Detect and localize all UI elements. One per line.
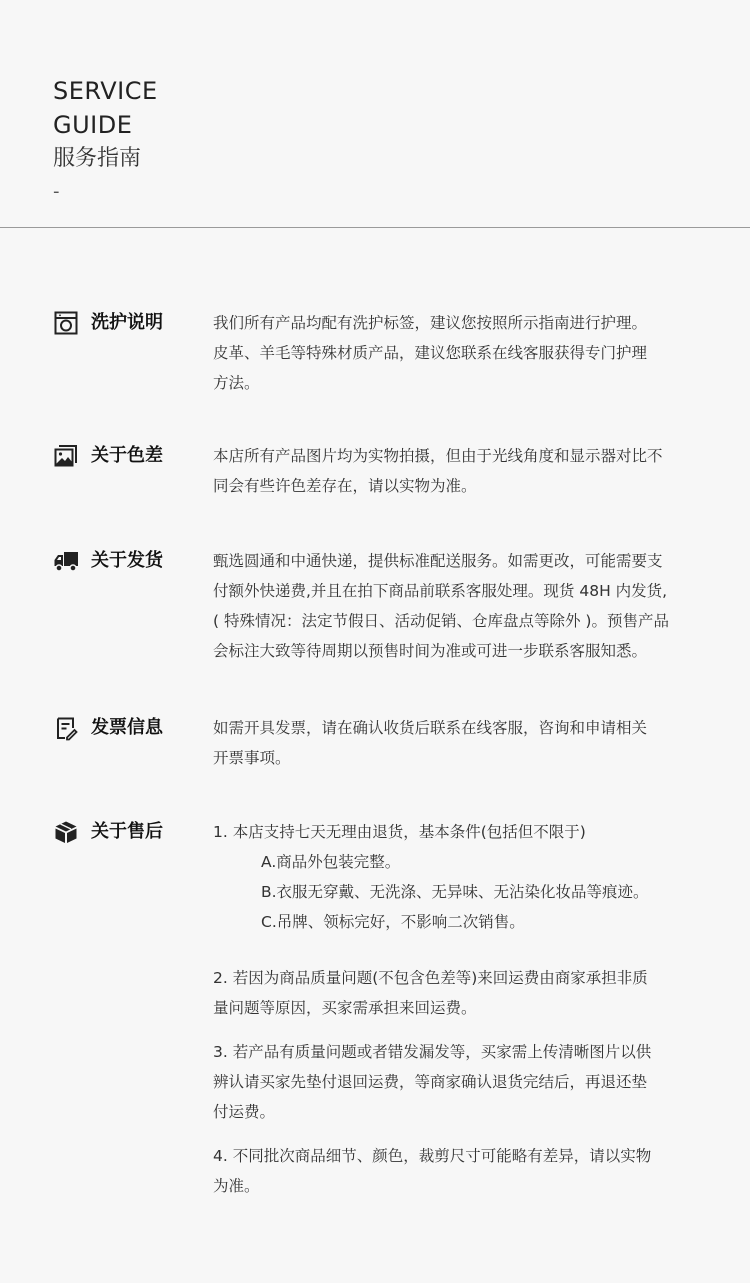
truck-icon [53, 548, 79, 574]
body-line: 甄选圆通和中通快递，提供标准配送服务。如需更改，可能需要支 [213, 552, 663, 570]
package-icon [53, 819, 79, 845]
body-line: 为准。 [213, 1177, 260, 1195]
section-body [213, 546, 713, 666]
title-cn: 服务指南 [53, 146, 142, 171]
title-dash: - [53, 181, 60, 202]
body-line: 量问题等原因，买家需承担来回运费。 [213, 999, 477, 1017]
section-title: 发票信息 [91, 717, 163, 738]
body-line: A.商品外包装完整。 [261, 853, 401, 871]
body-line: 付额外快递费,并且在拍下商品前联系客服处理。现货 48H 内发货, [213, 582, 668, 600]
section-title: 关于色差 [91, 445, 163, 466]
body-line: 4. 不同批次商品细节、颜色，裁剪尺寸可能略有差异，请以实物 [213, 1147, 652, 1165]
body-line: 如需开具发票，请在确认收货后联系在线客服，咨询和申请相关 [213, 719, 648, 737]
title-en-line1: SERVICE [53, 77, 158, 105]
section-body [213, 308, 713, 398]
page-header [53, 74, 158, 202]
body-line: 辨认请买家先垫付退回运费，等商家确认退货完结后，再退还垫 [213, 1073, 648, 1091]
body-line: 同会有些许色差存在，请以实物为准。 [213, 477, 477, 495]
body-line: 方法。 [213, 374, 260, 392]
section-body [213, 713, 713, 773]
body-line: 我们所有产品均配有洗护标签，建议您按照所示指南进行护理。 [213, 314, 648, 332]
body-line: 会标注大致等待周期以预售时间为准或可进一步联系客服知悉。 [213, 642, 648, 660]
body-line: 3. 若产品有质量问题或者错发漏发等，买家需上传清晰图片以供 [213, 1043, 652, 1061]
body-line: 开票事项。 [213, 749, 291, 767]
section-body [213, 817, 713, 1201]
photo-icon [53, 443, 79, 469]
body-line: 付运费。 [213, 1103, 276, 1121]
body-line: B.衣服无穿戴、无洗涤、无异味、无沾染化妆品等痕迹。 [261, 883, 649, 901]
section-title: 关于售后 [91, 821, 163, 842]
body-line: ( 特殊情况：法定节假日、活动促销、仓库盘点等除外 )。预售产品 [213, 612, 669, 630]
header-divider [0, 227, 750, 228]
body-line: 1. 本店支持七天无理由退货，基本条件(包括但不限于) [213, 823, 586, 841]
section-body [213, 441, 713, 501]
title-en-line2: GUIDE [53, 111, 133, 139]
invoice-icon [53, 715, 79, 741]
section-title: 洗护说明 [91, 312, 163, 333]
body-line: 皮革、羊毛等特殊材质产品，建议您联系在线客服获得专门护理 [213, 344, 648, 362]
body-line: 2. 若因为商品质量问题(不包含色差等)来回运费由商家承担非质 [213, 969, 648, 987]
section-title: 关于发货 [91, 550, 163, 571]
washing-machine-icon [53, 310, 79, 336]
body-line: 本店所有产品图片均为实物拍摄，但由于光线角度和显示器对比不 [213, 447, 663, 465]
body-line: C.吊牌、领标完好，不影响二次销售。 [261, 913, 525, 931]
